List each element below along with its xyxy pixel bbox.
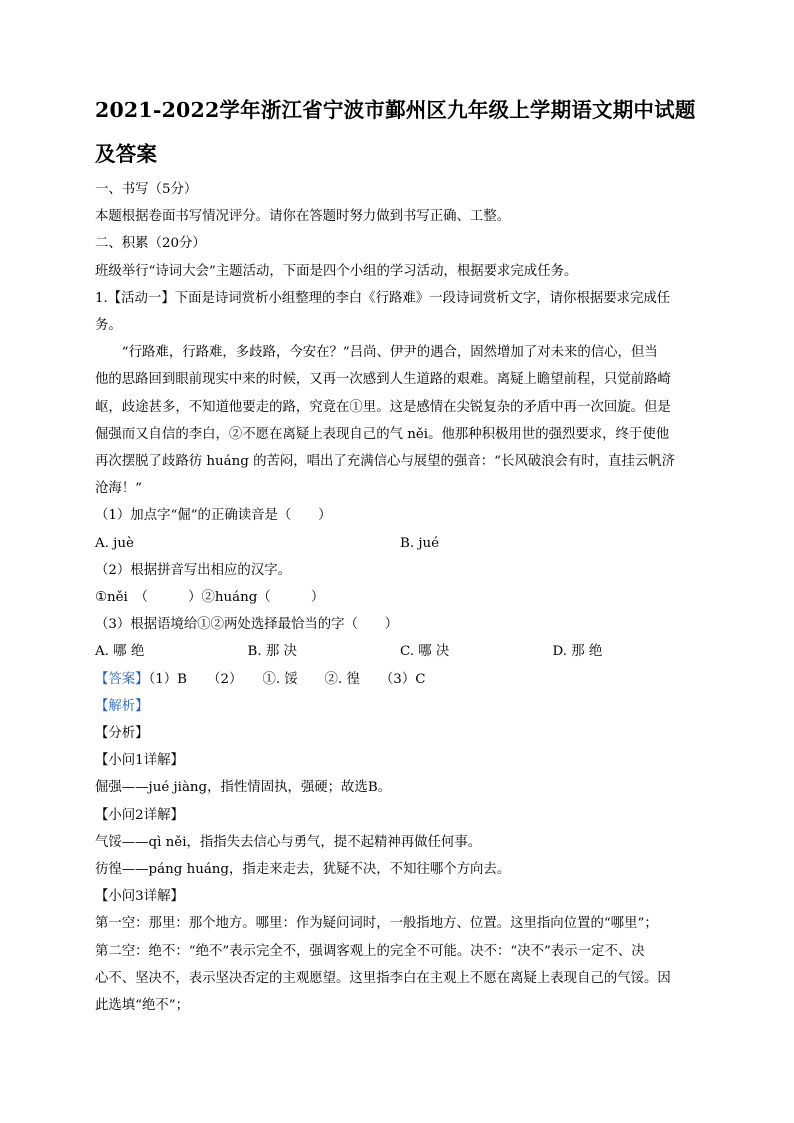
- sub-question-2-blanks: ①něi （ ）②huáng（ ）: [95, 590, 325, 606]
- passage-line: 沧海！”: [95, 481, 143, 497]
- sub-1-detail-text: 倔强——jué jiàng，指性情固执，强硬；故选B。: [95, 780, 392, 796]
- sub-question-1-options: [95, 530, 705, 557]
- option-a: A. 哪 绝: [95, 644, 145, 660]
- question-1-line-1: 1.【活动一】下面是诗词赏析小组整理的李白《行路难》一段诗词赏析文字，请你根据要求完成任: [95, 290, 671, 306]
- answer-line: [95, 666, 705, 693]
- sub-2-detail-text: 气馁——qì něi，指指失去信心与勇气，提不起精神再做任何事。: [95, 834, 482, 850]
- passage-line: 岖，歧途甚多，不知道他要走的路，究竟在①里。这是感情在尖锐复杂的矛盾中再一次回旋。但是: [95, 399, 671, 415]
- sub-3-detail-text: 第二空：绝不：“绝不”表示完全不，强调客观上的完全不可能。决不：“决不”表示一定不、决: [95, 943, 645, 959]
- answer-label: 【答案】: [95, 671, 149, 687]
- question-1-line-2: 务。: [95, 318, 122, 334]
- option-d: D. 那 绝: [552, 644, 603, 660]
- passage-line: 倔强而又自信的李白，②不愿在离疑上表现自己的气 něi。他那种积极用世的强烈要求，终于使他: [95, 426, 670, 442]
- sub-2-detail-text: 彷徨——páng huáng，指走来走去，犹疑不决，不知往哪个方向去。: [95, 862, 511, 878]
- sub-question-3-options: [95, 638, 705, 665]
- option-c: C. 哪 决: [400, 644, 450, 660]
- fenxi-label: 【分析】: [95, 726, 149, 742]
- sub-3-detail-text: 心不、坚决不，表示坚决否定的主观愿望。这里指李白在主观上不愿在离疑上表现自己的气馁。因: [95, 970, 671, 986]
- answer-text: （1）B （2） ①. 馁 ②. 徨 （3）C: [148, 671, 426, 687]
- section-1-heading: 一、书写（5分）: [95, 182, 198, 197]
- sub-2-detail-label: 【小问2详解】: [95, 807, 184, 823]
- section-2-intro: 班级举行“诗词大会”主题活动，下面是四个小组的学习活动，根据要求完成任务。: [95, 263, 578, 279]
- passage: [95, 339, 705, 502]
- section-2-heading: 二、积累（20分）: [95, 236, 206, 252]
- passage-line: 再次摆脱了歧路彷 huáng 的苦闷，唱出了充满信心与展望的强音：“长风破浪会有时，直挂云帆济: [95, 454, 676, 470]
- option-a: A. juè: [95, 535, 134, 551]
- document-title-line-2: 及答案: [95, 142, 158, 166]
- sub-question-1: （1）加点字“倔”的正确读音是（ ）: [95, 508, 332, 524]
- option-b: B. 那 决: [247, 644, 297, 660]
- sub-3-detail-label: 【小问3详解】: [95, 889, 184, 905]
- passage-line: 他的思路回到眼前现实中来的时候，又再一次感到人生道路的艰难。离疑上瞻望前程，只觉前路崎: [95, 372, 671, 388]
- sub-3-detail-text: 此选填“绝不”；: [95, 998, 190, 1014]
- passage-line: “行路难，行路难，多歧路，今安在？”吕尚、伊尹的遇合，固然增加了对未来的信心，但当: [121, 345, 658, 361]
- option-b: B. jué: [400, 535, 440, 551]
- sub-question-2: （2）根据拼音写出相应的汉字。: [95, 562, 291, 578]
- sub-3-detail-text: 第一空：那里：那个地方。哪里：作为疑问词时，一般指地方、位置。这里指向位置的“哪里”；: [95, 916, 658, 932]
- document-page: [95, 88, 705, 1019]
- section-1-text: 本题根据卷面书写情况评分。请你在答题时努力做到书写正确、工整。: [95, 209, 511, 225]
- sub-1-detail-label: 【小问1详解】: [95, 753, 184, 769]
- analysis-label: 【解析】: [95, 698, 149, 714]
- document-title-line-1: 2021-2022学年浙江省宁波市鄞州区九年级上学期语文期中试题: [95, 98, 696, 122]
- sub-question-3: （3）根据语境给①②两处选择最恰当的字（ ）: [95, 617, 399, 633]
